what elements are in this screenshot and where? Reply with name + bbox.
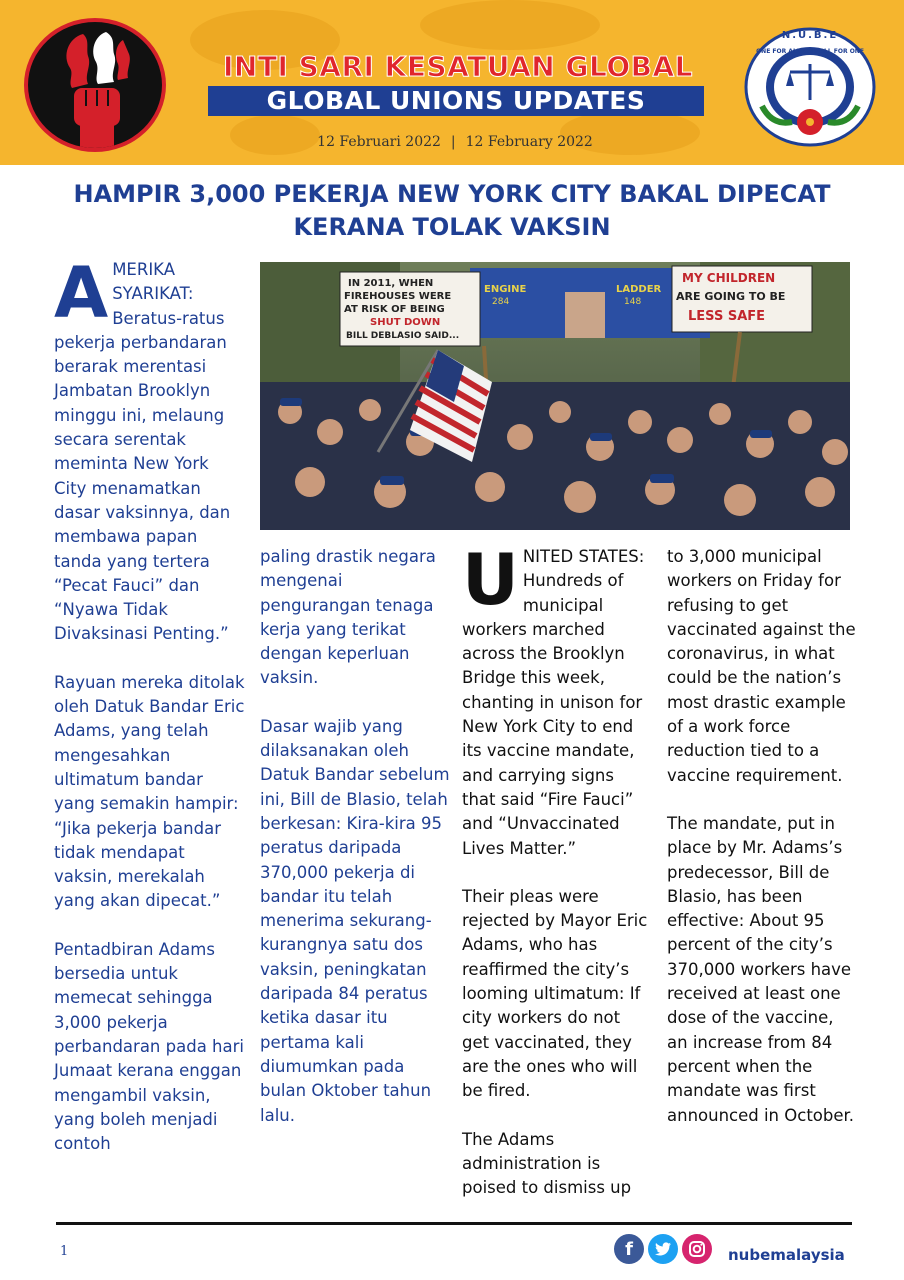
headline-line-1: HAMPIR 3,000 PEKERJA NEW YORK CITY BAKAL DIPECAT: [73, 180, 831, 208]
date-english: 12 February 2022: [465, 134, 593, 150]
english-column-2: [667, 545, 859, 1152]
english-paragraph-2: Their pleas were rejected by Mayor Eric Adams, who has reaffirmed the city’s looming ultimatum: If city workers do not get vaccinated, they are the ones who will be fired.: [462, 886, 648, 1101]
malay-paragraph-3: Pentadbiran Adams bersedia untuk memecat sehingga 3,000 pekerja perbandaran pada hari Jumaat kerana enggan mengambil vaksin, yang boleh menjadi contoh: [54, 939, 244, 1154]
sign-1-line-4: SHUT DOWN: [370, 317, 441, 328]
twitter-bird-icon: [654, 1241, 672, 1257]
nube-logo-text: N.U.B.E: [781, 30, 839, 41]
truck-left-number: 284: [492, 297, 510, 307]
dropcap-u: U: [462, 539, 519, 621]
protest-crowd-image: [260, 262, 850, 530]
title-english: GLOBAL UNIONS UPDATES: [208, 86, 704, 116]
malay-paragraph-5: Dasar wajib yang dilaksanakan oleh Datuk Bandar sebelum ini, Bill de Blasio, telah berkesan: Kira-kira 95 peratus daripada 370,000 pekerja di bandar itu telah menerima sekurang-kurangnya satu dos vaksin, peningkatan daripada 84 peratus ketika dasar itu pertama kali diumumkan pada bulan Oktober tahun lalu.: [260, 716, 450, 1125]
sign-1-line-5: BILL DEBLASIO SAID...: [346, 331, 460, 341]
union-fist-logo: [24, 18, 166, 152]
instagram-camera-icon: [688, 1240, 706, 1258]
sign-1-line-2: FIREHOUSES WERE: [344, 291, 452, 302]
instagram-icon[interactable]: [682, 1234, 712, 1264]
nube-logo-motto: ONE FOR ALL AND ALL FOR ONE: [756, 48, 864, 55]
sign-1-line-3: AT RISK OF BEING: [344, 304, 445, 315]
malay-paragraph-1-text: MERIKA SYARIKAT: Beratus-ratus pekerja perbandaran berarak merentasi Jambatan Brooklyn minggu ini, melaung secara serentak meminta New York City menamatkan dasar vaksinnya, dan membawa papan tanda yang tertera “Pecat Fauci” dan “Nyawa Tidak Divaksinasi Penting.”: [54, 260, 231, 644]
english-paragraph-3: The Adams administration is poised to dismiss up: [462, 1129, 632, 1198]
truck-right-label: LADDER: [616, 284, 662, 295]
truck-left-label: ENGINE: [484, 284, 527, 295]
issue-date: [300, 134, 610, 150]
truck-right-number: 148: [624, 297, 642, 307]
facebook-icon[interactable]: f: [614, 1234, 644, 1264]
malay-paragraph-4: paling drastik negara mengenai pengurangan tenaga kerja yang terikat dengan keperluan vaksin.: [260, 547, 436, 688]
malay-paragraph-2: Rayuan mereka ditolak oleh Datuk Bandar Eric Adams, yang telah mengesahkan ultimatum bandar yang semakin hampir: “Jika pekerja bandar tidak mendapat vaksin, merekalah yang akan dipecat.”: [54, 672, 245, 911]
social-handle[interactable]: nubemalaysia: [728, 1246, 845, 1264]
english-column-1: [462, 539, 652, 1224]
nube-emblem-icon: [742, 26, 878, 148]
malay-paragraph-1: [54, 252, 246, 647]
nube-logo: [742, 26, 878, 148]
page-number: 1: [60, 1244, 69, 1259]
english-paragraph-1: [462, 539, 652, 861]
date-separator: |: [450, 134, 456, 150]
world-map-shape: [420, 0, 600, 50]
sign-2-line-2: ARE GOING TO BE: [676, 290, 786, 303]
dropcap-a: A: [54, 252, 109, 334]
date-malay: 12 Februari 2022: [317, 134, 441, 150]
title-malay: INTI SARI KESATUAN GLOBAL: [223, 50, 693, 83]
footer-divider: [56, 1222, 852, 1225]
malay-column-2: [260, 545, 450, 1152]
protest-photo: [260, 262, 850, 530]
article-headline: [40, 178, 864, 244]
headline-line-2: KERANA TOLAK VAKSIN: [293, 213, 611, 241]
malay-column-1: [54, 252, 246, 1180]
sign-1-line-1: IN 2011, WHEN: [348, 278, 434, 289]
sign-2-line-3: LESS SAFE: [688, 309, 766, 324]
english-paragraph-1-text: NITED STATES: Hundreds of municipal workers marched across the Brooklyn Bridge this week, chanting in unison for New York City to end its vaccine mandate, and carrying signs that said “Fire Fauci” and “Unvaccinated Lives Matter.”: [462, 547, 645, 858]
english-paragraph-5: The mandate, put in place by Mr. Adams’s predecessor, Bill de Blasio, has been effective: About 95 percent of the city’s 370,000 workers have received at least one dose of the vaccine, an increase from 84 percent when the mandate was first announced in October.: [667, 813, 855, 1125]
fist-icon: [28, 22, 162, 148]
header-banner: [0, 0, 904, 165]
sign-2-line-1: MY CHILDREN: [682, 271, 776, 285]
english-paragraph-4: to 3,000 municipal workers on Friday for refusing to get vaccinated against the coronavirus, in what could be the nation’s most drastic example of a work force reduction tied to a vaccine requirement.: [667, 547, 856, 785]
twitter-icon[interactable]: [648, 1234, 678, 1264]
